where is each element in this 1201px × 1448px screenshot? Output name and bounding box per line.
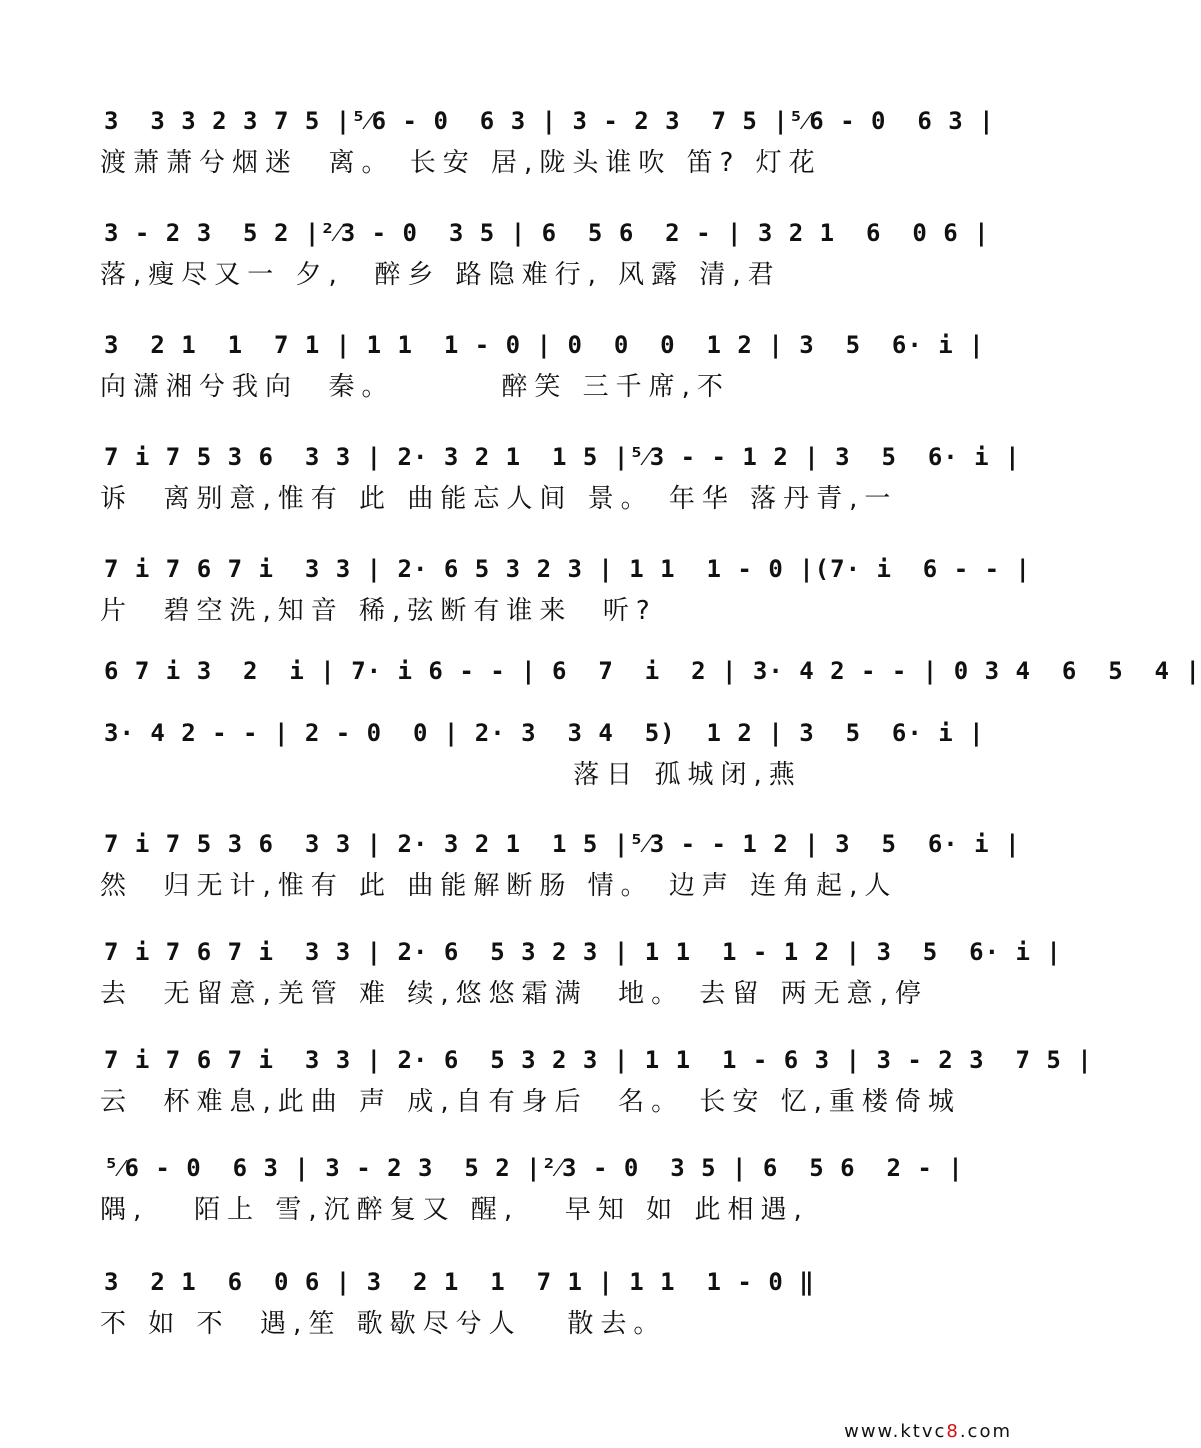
lyrics-line-7: 落日 孤城闭,燕 <box>100 760 802 790</box>
notation-line-9: 7 i 7 6 7 i 3 3 | 2· 6 5 3 2 3 | 1 1 1 - 1 2 | 3 5 6· i | <box>104 938 1062 966</box>
notation-line-3: 3 2 1 1 7 1 | 1 1 1 - 0 | 0 0 0 1 2 | 3 5 6· i | <box>104 331 985 359</box>
notation-line-11: ⁵⁄6 - 0 6 3 | 3 - 2 3 5 2 |²⁄3 - 0 3 5 | 6 5 6 2 - | <box>104 1154 964 1182</box>
notation-line-8: 7 i 7 5 3 6 3 3 | 2· 3 2 1 1 5 |⁵⁄3 - - 1 2 | 3 5 6· i | <box>104 830 1021 858</box>
notation-line-6: 6 7 i 3 2 i | 7· i 6 - - | 6 7 i 2 | 3· 4 2 - - | 0 3 4 6 5 4 | <box>104 657 1201 685</box>
lyrics-line-1: 渡萧萧兮烟迷 离。 长安 居,陇头谁吹 笛? 灯花 <box>100 148 822 178</box>
notation-line-5: 7 i 7 6 7 i 3 3 | 2· 6 5 3 2 3 | 1 1 1 - 0 |(7· i 6 - - | <box>104 555 1031 583</box>
lyrics-line-10: 云 杯难息,此曲 声 成,自有身后 名。 长安 忆,重楼倚城 <box>100 1087 961 1117</box>
notation-line-10: 7 i 7 6 7 i 3 3 | 2· 6 5 3 2 3 | 1 1 1 - 6 3 | 3 - 2 3 7 5 | <box>104 1046 1093 1074</box>
notation-line-12: 3 2 1 6 0 6 | 3 2 1 1 7 1 | 1 1 1 - 0 ‖ <box>104 1268 815 1296</box>
notation-line-4: 7 i 7 5 3 6 3 3 | 2· 3 2 1 1 5 |⁵⁄3 - - 1 2 | 3 5 6· i | <box>104 443 1021 471</box>
lyrics-line-3: 向潇湘兮我向 秦。 醉笑 三千席,不 <box>100 372 730 402</box>
lyrics-line-8: 然 归无计,惟有 此 曲能解断肠 情。 边声 连角起,人 <box>100 871 898 901</box>
notation-line-7: 3· 4 2 - - | 2 - 0 0 | 2· 3 3 4 5) 1 2 | 3 5 6· i | <box>104 719 985 747</box>
notation-line-1: 3 3 3 2 3 7 5 |⁵⁄6 - 0 6 3 | 3 - 2 3 7 5 |⁵⁄6 - 0 6 3 | <box>104 107 995 135</box>
site-watermark <box>844 1421 1012 1442</box>
watermark-prefix: www.ktvc <box>844 1421 947 1442</box>
lyrics-line-11: 隅, 陌上 雪,沉醉复又 醒, 早知 如 此相遇, <box>100 1195 809 1225</box>
lyrics-line-2: 落,瘦尽又一 夕, 醉乡 路隐难行, 风露 清,君 <box>100 260 781 290</box>
lyrics-line-9: 去 无留意,羌管 难 续,悠悠霜满 地。 去留 两无意,停 <box>100 979 928 1009</box>
notation-line-2: 3 - 2 3 5 2 |²⁄3 - 0 3 5 | 6 5 6 2 - | 3 2 1 6 0 6 | <box>104 219 990 247</box>
lyrics-line-5: 片 碧空洗,知音 稀,弦断有谁来 听? <box>100 596 657 626</box>
lyrics-line-12: 不 如 不 遇,笙 歌歇尽兮人 散去。 <box>100 1309 667 1339</box>
watermark-accent: 8 <box>946 1421 960 1442</box>
watermark-suffix: .com <box>959 1421 1012 1442</box>
lyrics-line-4: 诉 离别意,惟有 此 曲能忘人间 景。 年华 落丹青,一 <box>100 484 898 514</box>
